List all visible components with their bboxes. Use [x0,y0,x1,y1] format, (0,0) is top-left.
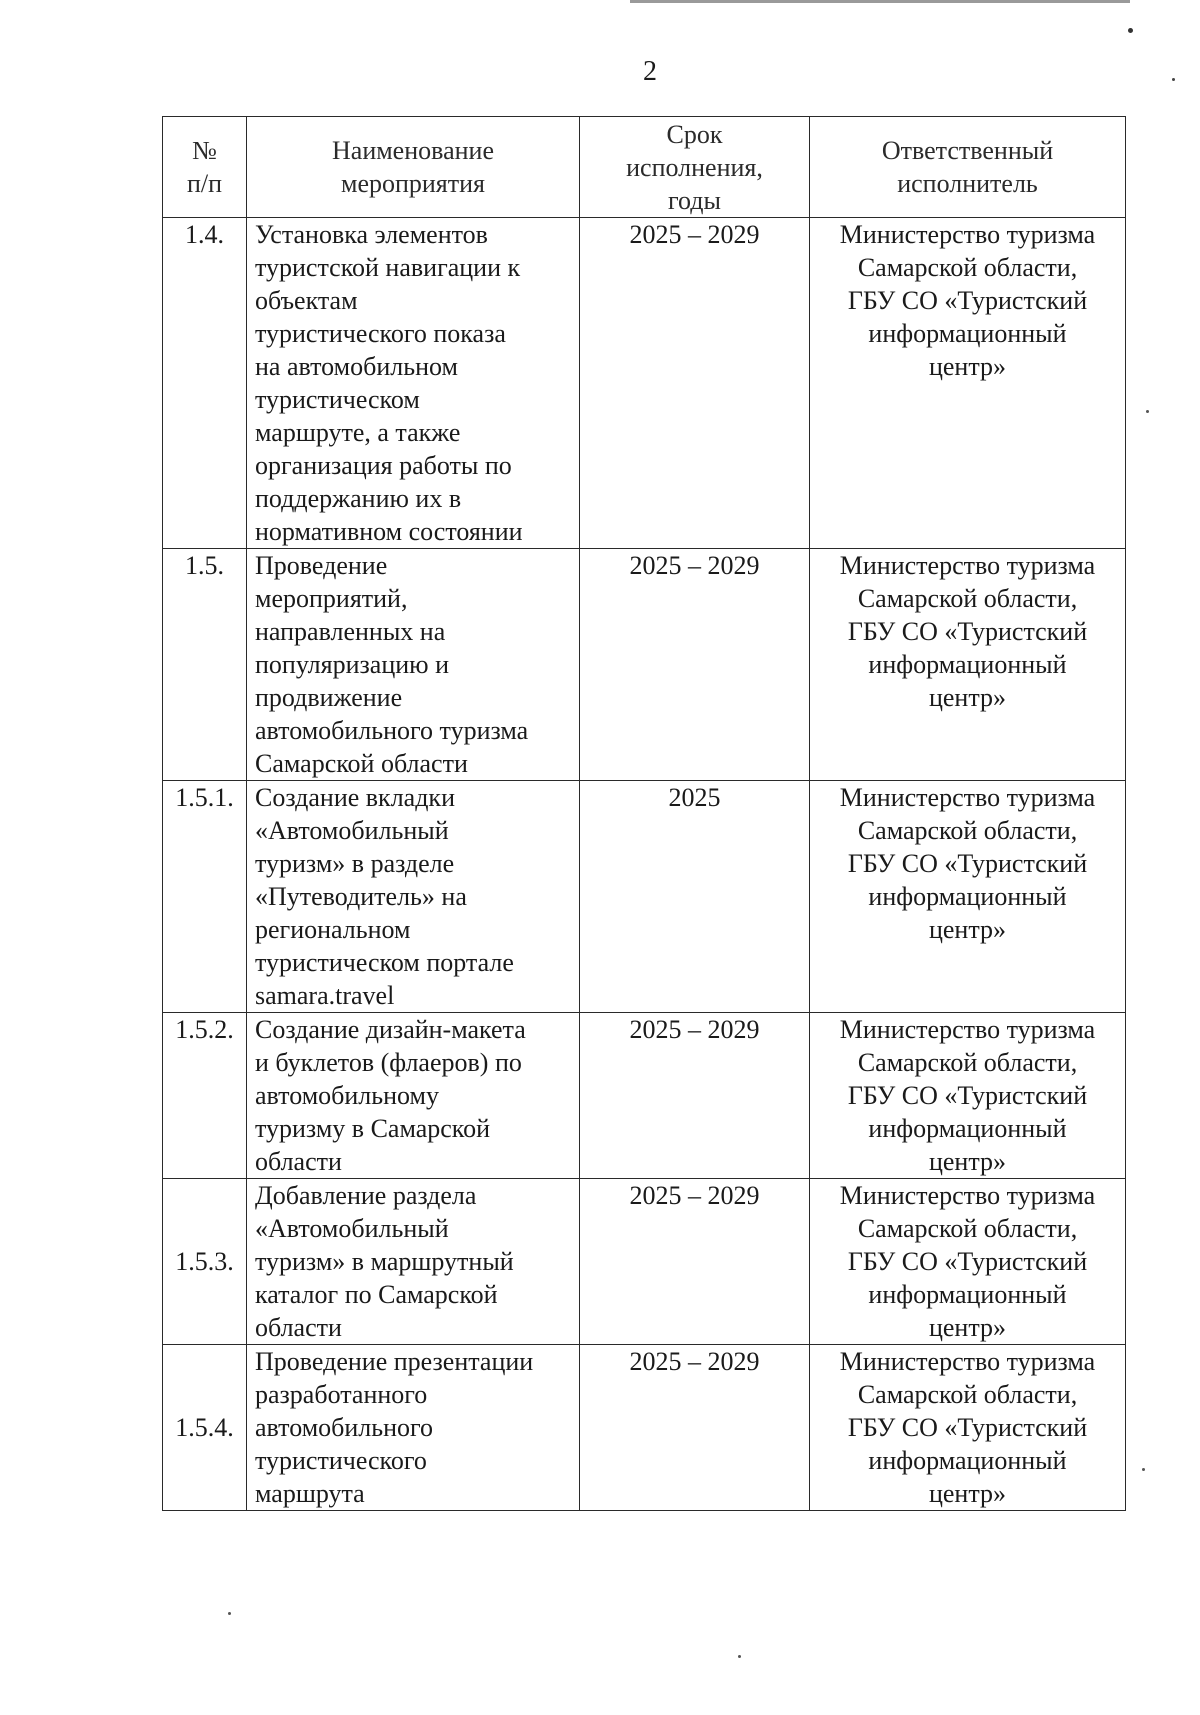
row-number: 1.5.1. [163,781,247,1013]
responsible-line: ГБУ СО «Туристский [847,1247,1088,1276]
responsible-line: информационный [868,1446,1067,1475]
responsible-line: информационный [868,650,1067,679]
responsible-line: ГБУ СО «Туристский [847,1413,1088,1442]
table-row [163,549,1126,781]
page-number: 2 [643,56,657,87]
responsible-line: центр» [928,915,1007,944]
scan-speck [738,1655,741,1658]
name-line: туристическом портале [255,948,514,977]
header-num-line: № [192,136,217,165]
responsible-line: информационный [868,1114,1067,1143]
name-line: организация работы по [255,451,512,480]
responsible-line: Самарской области, [857,253,1078,282]
responsible-line: ГБУ СО «Туристский [847,617,1088,646]
row-term: 2025 [580,781,810,1013]
scan-speck [1146,410,1149,413]
name-line: «Автомобильный [255,816,449,845]
responsible-line: Министерство туризма [839,1347,1096,1376]
header-term-line: годы [668,185,721,215]
row-number: 1.4. [163,218,247,549]
row-responsible [810,1013,1126,1179]
name-line: продвижение [255,683,403,712]
header-row [163,117,1126,218]
name-line: Установка элементов [255,220,488,249]
row-name [247,218,580,549]
row-term: 2025 – 2029 [580,218,810,549]
responsible-line: ГБУ СО «Туристский [847,286,1088,315]
name-line: нормативном состоянии [255,517,523,546]
row-number: 1.5.2. [163,1013,247,1179]
responsible-line: Самарской области, [857,584,1078,613]
header-name-line: Наименование [332,136,494,165]
name-line: туристического [255,1446,427,1475]
header-term [580,117,810,218]
name-line: samara.travel [255,981,395,1010]
name-line: разработанного [255,1380,428,1409]
responsible-line: информационный [868,319,1067,348]
scan-speck [1128,28,1133,33]
responsible-line: Самарской области, [857,1048,1078,1077]
name-line: популяризацию и [255,650,450,679]
row-name [247,781,580,1013]
row-term: 2025 – 2029 [580,549,810,781]
responsible-line: центр» [928,683,1007,712]
responsible-line: Самарской области, [857,1380,1078,1409]
responsible-line: ГБУ СО «Туристский [847,1081,1088,1110]
name-line: Самарской области [255,749,468,778]
responsible-line: центр» [928,1479,1007,1508]
name-line: направленных на [255,617,446,646]
row-responsible [810,781,1126,1013]
name-line: автомобильного [255,1413,434,1442]
name-line: маршруте, а также [255,418,461,447]
table-row [163,218,1126,549]
name-line: Проведение презентации [255,1347,534,1376]
responsible-line: Министерство туризма [839,783,1096,812]
row-term: 2025 – 2029 [580,1013,810,1179]
scan-speck [1142,1468,1145,1471]
name-line: Создание вкладки [255,783,455,812]
header-term-line: Срок [666,119,723,149]
row-responsible [810,1345,1126,1511]
row-term: 2025 – 2029 [580,1179,810,1345]
table-row [163,781,1126,1013]
name-line: туризм» в разделе [255,849,455,878]
responsible-line: Министерство туризма [839,551,1096,580]
row-name [247,549,580,781]
row-number: 1.5. [163,549,247,781]
row-responsible [810,549,1126,781]
row-number: 1.5.4. [163,1345,247,1511]
header-num-line: п/п [186,169,223,198]
name-line: туристического показа [255,319,506,348]
header-num [163,117,247,218]
name-line: «Автомобильный [255,1214,449,1243]
table-row [163,1179,1126,1345]
responsible-line: Министерство туризма [839,1181,1096,1210]
header-name [247,117,580,218]
name-line: поддержанию их в [255,484,462,513]
header-term-line: исполнения, [626,152,763,182]
name-line: региональном [255,915,411,944]
table-body [163,218,1126,1511]
responsible-line: Министерство туризма [839,220,1096,249]
row-number: 1.5.3. [163,1179,247,1345]
name-line: Добавление раздела [255,1181,477,1210]
responsible-line: Самарской области, [857,1214,1078,1243]
name-line: области [255,1147,342,1176]
name-line: и буклетов (флаеров) по [255,1048,522,1077]
name-line: каталог по Самарской [255,1280,498,1309]
responsible-line: центр» [928,352,1007,381]
plan-table [162,116,1126,1511]
table-header [163,117,1126,218]
name-line: Проведение [255,551,388,580]
name-line: туризму в Самарской [255,1114,491,1143]
name-line: туристическом [255,385,420,414]
name-line: автомобильного туризма [255,716,529,745]
header-responsible-line: исполнитель [897,169,1038,198]
responsible-line: информационный [868,882,1067,911]
row-name [247,1179,580,1345]
name-line: туристской навигации к [255,253,521,282]
responsible-line: ГБУ СО «Туристский [847,849,1088,878]
table-row [163,1013,1126,1179]
table-row [163,1345,1126,1511]
responsible-line: центр» [928,1313,1007,1342]
scan-speck [1172,78,1175,81]
responsible-line: Самарской области, [857,816,1078,845]
name-line: автомобильному [255,1081,439,1110]
row-responsible [810,218,1126,549]
row-name [247,1013,580,1179]
name-line: области [255,1313,342,1342]
name-line: маршрута [255,1479,365,1508]
responsible-line: Министерство туризма [839,1015,1096,1044]
name-line: мероприятий, [255,584,408,613]
name-line: «Путеводитель» на [255,882,467,911]
responsible-line: центр» [928,1147,1007,1176]
row-name [247,1345,580,1511]
row-responsible [810,1179,1126,1345]
header-responsible-line: Ответственный [881,136,1054,165]
header-name-line: мероприятия [340,169,485,198]
top-rule [630,0,1130,3]
header-responsible [810,117,1126,218]
row-term: 2025 – 2029 [580,1345,810,1511]
name-line: объектам [255,286,358,315]
scan-speck [228,1612,231,1615]
name-line: на автомобильном [255,352,458,381]
name-line: Создание дизайн-макета [255,1015,526,1044]
name-line: туризм» в маршрутный [255,1247,514,1276]
responsible-line: информационный [868,1280,1067,1309]
